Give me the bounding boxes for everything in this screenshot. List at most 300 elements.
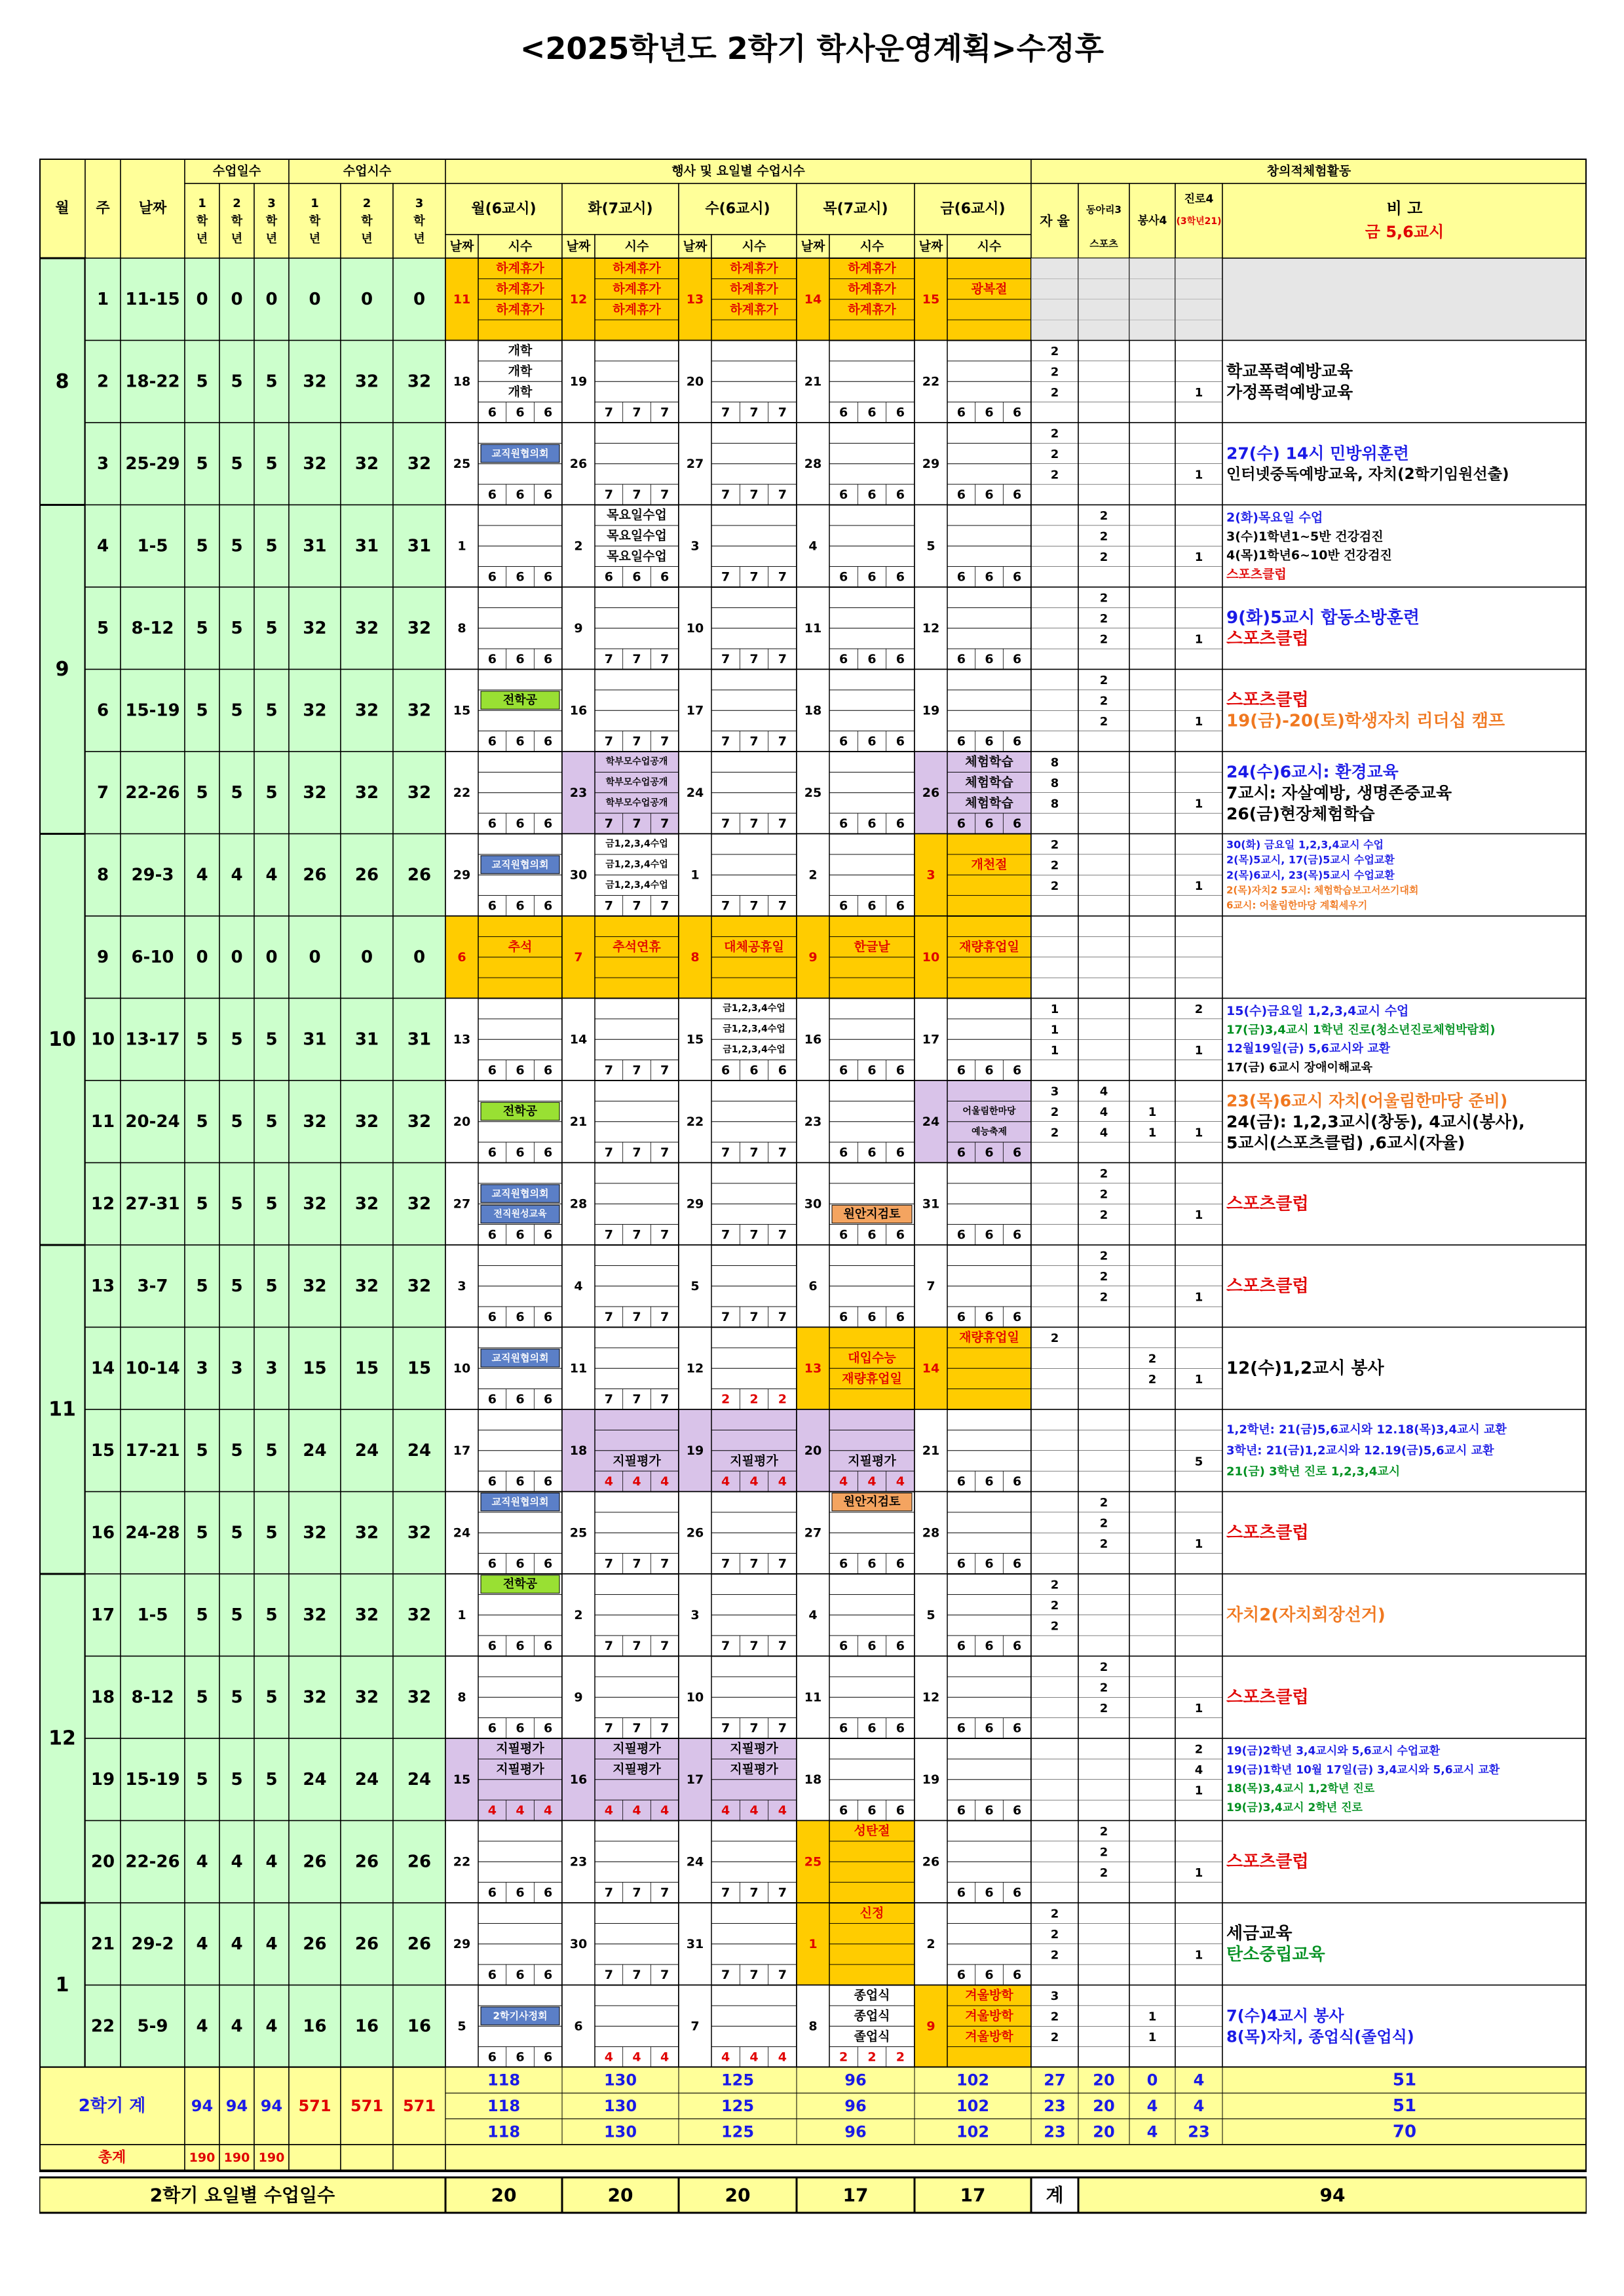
period-count: 6 — [985, 1063, 994, 1078]
ca-value: 1 — [1194, 632, 1203, 647]
period-count: 7 — [660, 1227, 670, 1242]
hours-value: 32 — [303, 618, 327, 638]
header-hours-grade-label: 2 학 년 — [361, 197, 373, 246]
header-ca-self-label: 자 율 — [1040, 213, 1070, 229]
bottom-value: 17 — [842, 2184, 869, 2206]
day-date: 26 — [922, 1854, 940, 1869]
period-count: 6 — [896, 569, 905, 584]
hours-value: 32 — [407, 1111, 432, 1132]
event-text: 하계휴가 — [848, 302, 896, 317]
day-date: 25 — [569, 1525, 588, 1540]
period-count: 6 — [544, 816, 553, 831]
note-text: 1,2학년: 21(금)5,6교시와 12.18(목)3,4교시 교환 — [1226, 1423, 1507, 1437]
note-text: 7(수)4교시 봉사 — [1226, 2006, 1344, 2025]
day-date: 8 — [808, 2019, 818, 2034]
day-date: 18 — [804, 1772, 822, 1787]
period-count: 7 — [660, 1967, 670, 1982]
event-text: 지필평가 — [730, 1453, 778, 1468]
day-date: 23 — [804, 1114, 822, 1129]
event-badge-text: 원안지검토 — [843, 1495, 901, 1509]
period-count: 6 — [1013, 816, 1022, 831]
hours-value: 32 — [303, 700, 327, 721]
note-text: 26(금)현장체험학습 — [1226, 804, 1375, 824]
period-count: 7 — [721, 1638, 730, 1653]
period-count: 6 — [985, 1803, 994, 1818]
totals-weekday-value: 118 — [487, 2071, 521, 2090]
day-date: 17 — [453, 1443, 471, 1458]
hours-value: 32 — [354, 782, 379, 803]
period-count: 6 — [516, 898, 525, 913]
period-count: 6 — [487, 487, 497, 502]
day-date: 27 — [453, 1196, 471, 1212]
note-text: 19(금)1학년 10월 17일(금) 3,4교시와 5,6교시 교환 — [1226, 1763, 1500, 1777]
week-number: 2 — [96, 372, 109, 392]
note-text: 24(금): 1,2,3교시(창동), 4교시(봉사), — [1226, 1112, 1525, 1132]
period-count: 6 — [1013, 1145, 1022, 1160]
week-number: 12 — [90, 1194, 115, 1214]
day-date: 19 — [922, 703, 940, 718]
period-count: 6 — [839, 1063, 848, 1078]
week-number: 13 — [90, 1276, 115, 1296]
note-text: 15(수)금요일 1,2,3,4교시 수업 — [1226, 1003, 1409, 1018]
day-date: 12 — [922, 621, 940, 636]
week-number: 1 — [96, 289, 109, 309]
week-number: 3 — [96, 453, 109, 474]
period-count: 6 — [896, 487, 905, 502]
period-count: 7 — [604, 1309, 613, 1324]
ca-value: 2 2 2 — [1099, 509, 1108, 564]
period-count: 6 — [985, 1474, 994, 1489]
period-count: 6 — [487, 1392, 497, 1407]
week-number: 19 — [90, 1769, 115, 1789]
totals-weekday-value: 118 — [487, 2122, 521, 2141]
period-count: 4 — [604, 1803, 613, 1818]
period-count: 7 — [749, 1227, 759, 1242]
period-count: 6 — [544, 1721, 553, 1736]
ca-value: 8 8 8 — [1050, 756, 1059, 811]
date-range: 29-2 — [131, 1934, 174, 1954]
period-count: 6 — [867, 569, 877, 584]
note-cell — [1222, 670, 1587, 752]
month-label: 10 — [48, 1027, 76, 1051]
totals-hours-value: 571 — [350, 2097, 384, 2115]
day-date: 21 — [569, 1114, 588, 1129]
grand-total-label: 총계 — [98, 2149, 126, 2166]
period-count: 6 — [544, 1227, 553, 1242]
period-count: 6 — [487, 1474, 497, 1489]
period-count: 4 — [660, 1803, 670, 1818]
header-note-sub: 금 5,6교시 — [1365, 223, 1445, 241]
period-count: 7 — [721, 569, 730, 584]
period-count: 7 — [604, 1556, 613, 1571]
days-value: 0 — [265, 289, 278, 309]
period-count: 7 — [660, 734, 670, 749]
period-count: 6 — [839, 1309, 848, 1324]
period-count: 6 — [867, 651, 877, 666]
days-value: 5 — [231, 453, 243, 474]
day-date: 27 — [686, 456, 704, 471]
day-date: 15 — [453, 703, 471, 718]
period-count: 6 — [867, 1063, 877, 1078]
hours-value: 26 — [354, 1852, 379, 1872]
days-value: 5 — [231, 1194, 243, 1214]
days-value: 5 — [231, 1523, 243, 1543]
period-count: 4 — [778, 2050, 787, 2065]
hours-value: 31 — [354, 536, 379, 556]
period-count: 6 — [956, 1803, 966, 1818]
event-text: 한글날 — [854, 940, 890, 955]
period-count: 6 — [487, 898, 497, 913]
note-text: 12(수)1,2교시 봉사 — [1226, 1358, 1384, 1379]
event-badge-text: 전학공 — [502, 693, 538, 708]
hours-value: 32 — [303, 782, 327, 803]
month-label: 1 — [55, 1974, 69, 1997]
ca-value: 5 — [1194, 1455, 1203, 1469]
period-count: 6 — [544, 2050, 553, 2065]
event-text: 개학 — [508, 364, 533, 379]
day-date: 24 — [922, 1114, 940, 1129]
day-date: 28 — [922, 1525, 940, 1540]
day-date: 29 — [686, 1196, 704, 1212]
ca-value: 2 1 — [1194, 1003, 1203, 1058]
period-count: 4 — [778, 1474, 787, 1489]
period-count: 7 — [749, 569, 759, 584]
date-range: 15-19 — [125, 1769, 180, 1789]
period-count: 6 — [487, 1967, 497, 1982]
period-count: 6 — [896, 734, 905, 749]
note-text: 학교폭력예방교육 — [1226, 361, 1353, 381]
ca-value: 2 2 2 — [1050, 345, 1059, 400]
header-ca-club-sub: 스포츠 — [1089, 238, 1118, 250]
period-count: 6 — [1013, 1967, 1022, 1982]
period-count: 7 — [778, 1556, 787, 1571]
days-value: 5 — [265, 1111, 278, 1132]
period-count: 7 — [749, 405, 759, 420]
totals-note-value: 51 — [1392, 2070, 1417, 2090]
period-count: 6 — [516, 1967, 525, 1982]
days-value: 4 — [196, 2016, 208, 2037]
day-date: 10 — [686, 621, 704, 636]
period-count: 4 — [632, 1803, 641, 1818]
event-text: 하계휴가 — [496, 302, 544, 317]
period-count: 6 — [839, 816, 848, 831]
event-text: 재량휴업일 — [959, 940, 1019, 955]
days-value: 5 — [231, 618, 243, 638]
event-text: 목요일수업 — [607, 548, 667, 564]
totals-weekday-value: 125 — [721, 2071, 755, 2090]
day-date: 24 — [686, 1854, 704, 1869]
period-count: 6 — [1013, 569, 1022, 584]
day-date: 16 — [804, 1032, 822, 1047]
period-count: 4 — [632, 2050, 641, 2065]
event-text: 체험학습 — [965, 754, 1013, 769]
period-count: 7 — [632, 1392, 641, 1407]
period-count: 6 — [544, 1392, 553, 1407]
totals-weekday-value: 130 — [603, 2071, 637, 2090]
period-count: 6 — [1013, 734, 1022, 749]
period-count: 6 — [544, 1885, 553, 1900]
days-value: 5 — [265, 1029, 278, 1050]
period-count: 7 — [721, 898, 730, 913]
days-value: 5 — [265, 700, 278, 721]
header-sub-hours-label: 시수 — [508, 239, 533, 254]
grand-total-empty — [341, 2145, 393, 2171]
event-text: 재량휴업일 — [959, 1330, 1019, 1345]
header-sub-date-label: 날짜 — [918, 239, 943, 254]
period-count: 4 — [721, 2050, 730, 2065]
hours-value: 32 — [407, 618, 432, 638]
totals-ca-value: 4 — [1193, 2071, 1205, 2090]
note-cell — [1222, 1903, 1587, 1985]
period-count: 6 — [516, 1721, 525, 1736]
grand-total-days-value: 190 — [258, 2151, 285, 2165]
event-text: 체험학습 — [965, 775, 1013, 790]
note-cell — [1222, 258, 1587, 341]
days-value: 5 — [196, 1029, 208, 1050]
event-text: 성탄절 — [854, 1824, 890, 1839]
period-count: 2 — [867, 2050, 877, 2065]
hours-value: 32 — [303, 1111, 327, 1132]
totals-label: 2학기 계 — [78, 2096, 146, 2116]
note-text: 3(수)1학년1~5반 건강검진 — [1226, 529, 1384, 544]
days-value: 5 — [265, 536, 278, 556]
event-text: 개학 — [508, 343, 533, 358]
note-text: 스포츠클럽 — [1226, 1523, 1309, 1543]
note-text: 21(금) 3학년 진로 1,2,3,4교시 — [1226, 1464, 1401, 1479]
day-date: 8 — [457, 1690, 466, 1705]
period-count: 4 — [604, 2050, 613, 2065]
note-text: 스포츠클럽 — [1226, 1276, 1309, 1296]
days-value: 5 — [196, 536, 208, 556]
header-month-label: 월 — [55, 200, 69, 217]
ca-value: 2 4 1 — [1194, 1742, 1203, 1798]
header-sub-date-label: 날짜 — [566, 239, 591, 254]
event-text: 예능축제 — [971, 1126, 1008, 1138]
event-badge-text: 교직원협의회 — [491, 1187, 549, 1200]
period-count: 6 — [985, 487, 994, 502]
event-badge-text: 전학공 — [502, 1104, 538, 1119]
hours-value: 32 — [303, 372, 327, 392]
hours-value: 15 — [407, 1358, 432, 1379]
bottom-value: 20 — [725, 2184, 751, 2206]
days-value: 4 — [231, 1934, 243, 1954]
date-range: 1-5 — [137, 1605, 168, 1625]
period-count: 6 — [516, 1556, 525, 1571]
period-count: 6 — [956, 405, 966, 420]
event-text: 목요일수업 — [607, 508, 667, 523]
period-count: 4 — [749, 1474, 759, 1489]
period-count: 7 — [632, 898, 641, 913]
note-text: 18(목)3,4교시 1,2학년 진로 — [1226, 1782, 1375, 1796]
period-count: 6 — [544, 734, 553, 749]
hours-value: 32 — [407, 1687, 432, 1708]
period-count: 6 — [867, 1309, 877, 1324]
grand-total-days-value: 190 — [223, 2151, 250, 2165]
ca-value: 1 — [1194, 550, 1203, 564]
note-text: 2(목)6교시, 23(목)5교시 수업교환 — [1226, 868, 1395, 881]
note-text: 12월19일(금) 5,6교시와 교환 — [1226, 1042, 1391, 1056]
totals-weekday-value: 96 — [844, 2071, 867, 2090]
days-value: 4 — [265, 1934, 278, 1954]
hours-value: 24 — [303, 1440, 327, 1461]
week-number: 22 — [90, 2016, 115, 2037]
event-text: 하계휴가 — [730, 282, 778, 297]
period-count: 7 — [604, 487, 613, 502]
days-value: 5 — [265, 618, 278, 638]
hours-value: 24 — [354, 1769, 379, 1789]
event-text: 어울림한마당 — [962, 1106, 1016, 1117]
period-count: 6 — [956, 1474, 966, 1489]
note-text: 스포츠클럽 — [1226, 1852, 1309, 1872]
day-date: 8 — [690, 949, 700, 965]
period-count: 6 — [1013, 1227, 1022, 1242]
note-text: 4(목)1학년6~10반 건강검진 — [1226, 548, 1392, 563]
period-count: 6 — [896, 1309, 905, 1324]
day-date: 8 — [457, 621, 466, 636]
day-date: 10 — [686, 1690, 704, 1705]
totals-weekday-value: 102 — [956, 2097, 990, 2115]
hours-value: 32 — [407, 782, 432, 803]
period-count: 6 — [544, 1309, 553, 1324]
ca-value: 1 1 — [1148, 1105, 1157, 1140]
hours-value: 32 — [354, 453, 379, 474]
days-value: 5 — [265, 1769, 278, 1789]
period-count: 7 — [660, 1721, 670, 1736]
header-weekday-label: 월(6교시) — [471, 201, 537, 218]
day-date: 7 — [574, 949, 583, 965]
header-ca-career-label: 진로4 — [1184, 193, 1214, 206]
period-count: 6 — [839, 1227, 848, 1242]
day-date: 22 — [686, 1114, 704, 1129]
note-text: 19(금)3,4교시 2학년 진로 — [1226, 1801, 1363, 1815]
event-text: 금1,2,3,4수업 — [605, 879, 668, 890]
period-count: 6 — [516, 1392, 525, 1407]
period-count: 7 — [604, 1721, 613, 1736]
hours-value: 26 — [407, 865, 432, 885]
bottom-value: 20 — [607, 2184, 633, 2206]
period-count: 6 — [985, 734, 994, 749]
period-count: 6 — [487, 1063, 497, 1078]
period-count: 7 — [778, 487, 787, 502]
ca-value: 2 2 2 — [1050, 838, 1059, 893]
period-count: 6 — [867, 1145, 877, 1160]
day-date: 21 — [804, 374, 822, 389]
day-date: 25 — [804, 785, 822, 800]
period-count: 7 — [749, 1145, 759, 1160]
ca-value: 1 — [1194, 1866, 1203, 1880]
day-date: 3 — [690, 539, 700, 554]
period-count: 6 — [516, 487, 525, 502]
day-date: 4 — [808, 539, 818, 554]
period-count: 7 — [721, 1309, 730, 1324]
grand-total-empty — [393, 2145, 445, 2171]
day-date: 21 — [922, 1443, 940, 1458]
period-count: 4 — [632, 1474, 641, 1489]
period-count: 6 — [867, 734, 877, 749]
day-date: 2 — [808, 868, 818, 883]
header-note — [1222, 183, 1587, 258]
days-value: 4 — [231, 2016, 243, 2037]
period-count: 6 — [839, 898, 848, 913]
event-text: 대입수능 — [848, 1350, 896, 1366]
period-count: 6 — [896, 1721, 905, 1736]
period-count: 6 — [867, 1556, 877, 1571]
hours-value: 32 — [407, 372, 432, 392]
period-count: 6 — [1013, 1063, 1022, 1078]
days-value: 4 — [196, 1852, 208, 1872]
note-text: 30(화) 금요일 1,2,3,4교시 수업 — [1226, 838, 1384, 851]
period-count: 6 — [516, 1309, 525, 1324]
note-text: 19(금)-20(토)학생자치 리더십 캠프 — [1226, 711, 1505, 731]
period-count: 6 — [516, 1885, 525, 1900]
days-value: 4 — [196, 865, 208, 885]
hours-value: 0 — [309, 289, 321, 309]
note-cell — [1222, 916, 1587, 999]
hours-value: 0 — [360, 289, 373, 309]
period-count: 6 — [516, 569, 525, 584]
period-count: 6 — [487, 1309, 497, 1324]
days-value: 5 — [231, 1440, 243, 1461]
period-count: 7 — [660, 1885, 670, 1900]
day-date: 7 — [690, 2019, 700, 2034]
totals-weekday-value: 130 — [603, 2097, 637, 2115]
day-date: 6 — [574, 2019, 583, 2034]
hours-value: 32 — [303, 1523, 327, 1543]
days-value: 5 — [196, 1440, 208, 1461]
day-date: 29 — [453, 1936, 471, 1951]
totals-days-value: 94 — [225, 2097, 248, 2115]
ca-value: 2 2 2 — [1099, 674, 1108, 729]
totals-ca-value: 20 — [1093, 2097, 1115, 2115]
event-text: 재량휴업일 — [842, 1371, 902, 1386]
event-text: 겨울방학 — [965, 2008, 1013, 2023]
day-date: 31 — [922, 1196, 940, 1212]
period-count: 6 — [516, 1474, 525, 1489]
event-text: 지필평가 — [613, 1762, 661, 1777]
period-count: 6 — [604, 569, 613, 584]
day-date: 13 — [804, 1361, 822, 1376]
day-date: 5 — [926, 1607, 935, 1622]
period-count: 7 — [632, 816, 641, 831]
period-count: 6 — [544, 1638, 553, 1653]
period-count: 6 — [867, 1803, 877, 1818]
period-count: 7 — [604, 1145, 613, 1160]
event-text: 지필평가 — [613, 1453, 661, 1468]
event-text: 금1,2,3,4수업 — [605, 839, 668, 850]
event-badge-text: 전직원성교육 — [493, 1208, 547, 1219]
totals-weekday-value: 130 — [603, 2122, 637, 2141]
period-count: 6 — [839, 569, 848, 584]
week-number: 5 — [96, 618, 109, 638]
period-count: 7 — [632, 487, 641, 502]
date-range: 8-12 — [131, 618, 174, 638]
period-count: 6 — [516, 734, 525, 749]
totals-ca-value: 23 — [1188, 2122, 1210, 2141]
period-count: 7 — [660, 1063, 670, 1078]
day-date: 1 — [690, 868, 700, 883]
period-count: 7 — [778, 816, 787, 831]
period-count: 7 — [749, 1967, 759, 1982]
period-count: 6 — [867, 1638, 877, 1653]
period-count: 7 — [721, 1556, 730, 1571]
totals-ca-value: 23 — [1044, 2097, 1066, 2115]
days-value: 5 — [196, 453, 208, 474]
period-count: 4 — [544, 1803, 553, 1818]
week-number: 20 — [90, 1852, 115, 1872]
period-count: 7 — [778, 1721, 787, 1736]
ca-value: 2 2 2 — [1050, 1907, 1059, 1962]
period-count: 7 — [632, 1967, 641, 1982]
